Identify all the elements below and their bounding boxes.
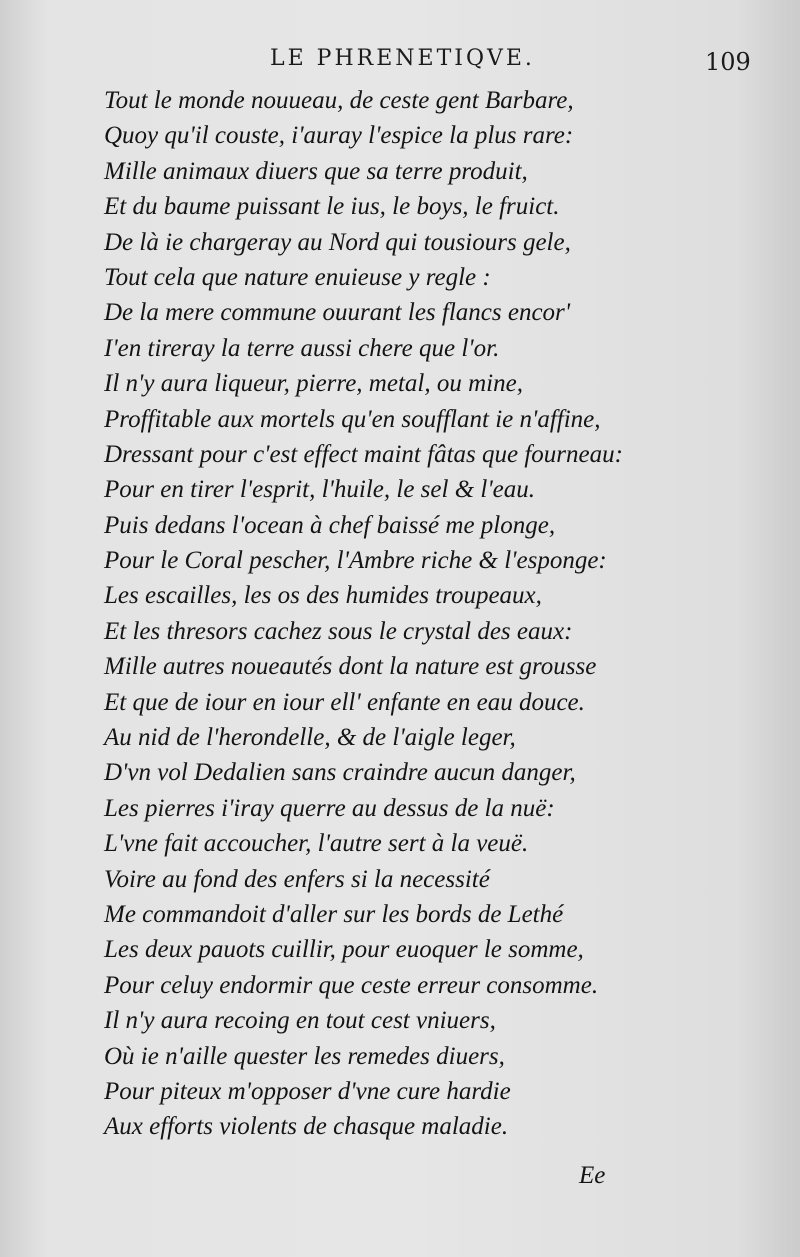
poem-body bbox=[104, 83, 704, 1145]
poem-line: Voire au fond des enfers si la necessité bbox=[104, 865, 490, 893]
poem-line: Pour en tirer l'esprit, l'huile, le sel & l'eau. bbox=[104, 476, 536, 504]
poem-line: Il n'y aura liqueur, pierre, metal, ou mine, bbox=[104, 370, 523, 398]
poem-line: Pour piteux m'opposer d'vne cure hardie bbox=[104, 1077, 511, 1105]
poem-line: Tout cela que nature enuieuse y regle : bbox=[104, 263, 491, 291]
poem-line: De la mere commune ouurant les flancs encor' bbox=[104, 299, 571, 327]
poem-line: Pour le Coral pescher, l'Ambre riche & l'esponge: bbox=[104, 547, 607, 575]
poem-line: Il n'y aura recoing en tout cest vniuers, bbox=[104, 1007, 496, 1035]
poem-line: Les pierres i'iray querre au dessus de la nuë: bbox=[104, 794, 555, 822]
poem-line: Les escailles, les os des humides troupeaux, bbox=[104, 582, 542, 610]
poem-line: Et les thresors cachez sous le crystal des eaux: bbox=[104, 617, 573, 645]
running-title: LE PHRENETIQVE. bbox=[270, 46, 535, 71]
poem-line: Et du baume puissant le ius, le boys, le fruict. bbox=[104, 193, 560, 221]
poem-line: Et que de iour en iour ell' enfante en eau douce. bbox=[104, 688, 585, 716]
poem-line: Où ie n'aille quester les remedes diuers, bbox=[104, 1042, 505, 1070]
catchword: Ee bbox=[579, 1162, 606, 1189]
poem-line: Les deux pauots cuillir, pour euoquer le somme, bbox=[104, 936, 584, 964]
poem-line: De là ie chargeray au Nord qui tousiours gele, bbox=[104, 228, 571, 256]
poem-line: D'vn vol Dedalien sans craindre aucun danger, bbox=[104, 759, 576, 787]
poem-line: Dressant pour c'est effect maint fâtas que fourneau: bbox=[104, 440, 623, 468]
poem-line: Tout le monde nouueau, de ceste gent Barbare, bbox=[104, 87, 574, 114]
page-number: 109 bbox=[705, 48, 751, 76]
poem-line: Mille autres noueautés dont la nature est grousse bbox=[104, 653, 597, 681]
poem-line: Me commandoit d'aller sur les bords de Lethé bbox=[104, 900, 564, 928]
poem-line: Pour celuy endormir que ceste erreur consomme. bbox=[104, 971, 599, 999]
poem-line: I'en tireray la terre aussi chere que l'or. bbox=[104, 334, 500, 362]
poem-line: Mille animaux diuers que sa terre produit, bbox=[104, 157, 528, 185]
poem-line: Proffitable aux mortels qu'en soufflant ie n'affine, bbox=[104, 405, 601, 433]
poem-line: Puis dedans l'ocean à chef baissé me plonge, bbox=[104, 511, 556, 539]
poem-line: Aux efforts violents de chasque maladie. bbox=[104, 1113, 509, 1141]
poem-line: Au nid de l'herondelle, & de l'aigle leger, bbox=[104, 724, 516, 752]
poem-line: L'vne fait accoucher, l'autre sert à la veuë. bbox=[104, 830, 529, 858]
poem-line: Quoy qu'il couste, i'auray l'espice la plus rare: bbox=[104, 122, 574, 150]
